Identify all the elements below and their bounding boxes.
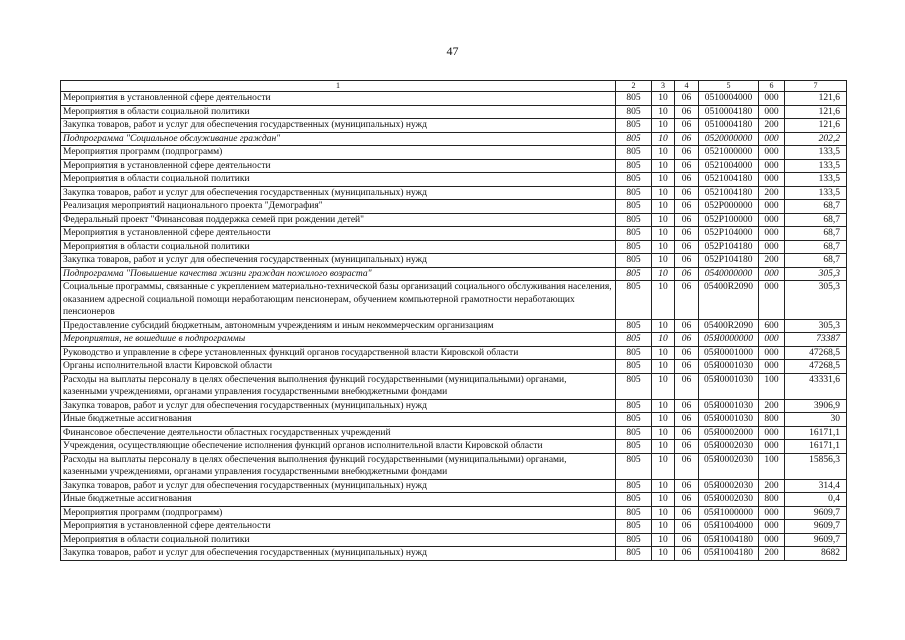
subsection-cell: 06 bbox=[675, 227, 699, 241]
subsection-cell: 06 bbox=[675, 360, 699, 374]
admin-code-cell: 805 bbox=[616, 533, 652, 547]
section-cell: 10 bbox=[652, 479, 675, 493]
section-cell: 10 bbox=[652, 92, 675, 106]
column-header: 1 bbox=[61, 81, 616, 92]
expense-type-cell: 000 bbox=[759, 520, 785, 534]
admin-code-cell: 805 bbox=[616, 346, 652, 360]
amount-cell: 305,3 bbox=[785, 267, 847, 281]
admin-code-cell: 805 bbox=[616, 146, 652, 160]
row-name-cell: Закупка товаров, работ и услуг для обеспечения государственных (муниципальных) нужд bbox=[61, 186, 616, 200]
section-cell: 10 bbox=[652, 213, 675, 227]
section-cell: 10 bbox=[652, 146, 675, 160]
section-cell: 10 bbox=[652, 173, 675, 187]
table-row bbox=[61, 254, 847, 268]
table-row bbox=[61, 173, 847, 187]
table-row bbox=[61, 319, 847, 333]
amount-cell: 314,4 bbox=[785, 479, 847, 493]
amount-cell: 133,5 bbox=[785, 186, 847, 200]
row-name-cell: Мероприятия в области социальной политики bbox=[61, 173, 616, 187]
amount-cell: 68,7 bbox=[785, 213, 847, 227]
section-cell: 10 bbox=[652, 119, 675, 133]
table-row bbox=[61, 267, 847, 281]
amount-cell: 47268,5 bbox=[785, 360, 847, 374]
expense-type-cell: 100 bbox=[759, 453, 785, 479]
target-article-cell: 0510004180 bbox=[699, 119, 759, 133]
subsection-cell: 06 bbox=[675, 373, 699, 399]
expense-type-cell: 200 bbox=[759, 479, 785, 493]
expense-type-cell: 000 bbox=[759, 92, 785, 106]
amount-cell: 73387 bbox=[785, 333, 847, 347]
section-cell: 10 bbox=[652, 413, 675, 427]
expense-type-cell: 200 bbox=[759, 254, 785, 268]
subsection-cell: 06 bbox=[675, 506, 699, 520]
subsection-cell: 06 bbox=[675, 479, 699, 493]
expense-type-cell: 000 bbox=[759, 240, 785, 254]
table-body bbox=[61, 92, 847, 561]
amount-cell: 9609,7 bbox=[785, 520, 847, 534]
row-name-cell: Мероприятия в установленной сфере деятельности bbox=[61, 159, 616, 173]
amount-cell: 202,2 bbox=[785, 132, 847, 146]
target-article-cell: 0521004180 bbox=[699, 173, 759, 187]
expense-type-cell: 000 bbox=[759, 200, 785, 214]
admin-code-cell: 805 bbox=[616, 479, 652, 493]
admin-code-cell: 805 bbox=[616, 399, 652, 413]
target-article-cell: 05Я0002030 bbox=[699, 479, 759, 493]
section-cell: 10 bbox=[652, 319, 675, 333]
subsection-cell: 06 bbox=[675, 520, 699, 534]
row-name-cell: Предоставление субсидий бюджетным, автономным учреждениям и иным некоммерческим организациям bbox=[61, 319, 616, 333]
row-name-cell: Закупка товаров, работ и услуг для обеспечения государственных (муниципальных) нужд bbox=[61, 254, 616, 268]
table-row bbox=[61, 533, 847, 547]
row-name-cell: Подпрограмма "Социальное обслуживание граждан" bbox=[61, 132, 616, 146]
admin-code-cell: 805 bbox=[616, 493, 652, 507]
expense-type-cell: 800 bbox=[759, 413, 785, 427]
table-row bbox=[61, 373, 847, 399]
amount-cell: 68,7 bbox=[785, 254, 847, 268]
column-header: 4 bbox=[675, 81, 699, 92]
section-cell: 10 bbox=[652, 547, 675, 561]
table-row bbox=[61, 105, 847, 119]
amount-cell: 121,6 bbox=[785, 105, 847, 119]
subsection-cell: 06 bbox=[675, 105, 699, 119]
admin-code-cell: 805 bbox=[616, 373, 652, 399]
section-cell: 10 bbox=[652, 105, 675, 119]
section-cell: 10 bbox=[652, 440, 675, 454]
section-cell: 10 bbox=[652, 333, 675, 347]
column-header: 6 bbox=[759, 81, 785, 92]
row-name-cell: Мероприятия в области социальной политики bbox=[61, 105, 616, 119]
target-article-cell: 0521004000 bbox=[699, 159, 759, 173]
table-row bbox=[61, 453, 847, 479]
subsection-cell: 06 bbox=[675, 547, 699, 561]
subsection-cell: 06 bbox=[675, 254, 699, 268]
admin-code-cell: 805 bbox=[616, 159, 652, 173]
target-article-cell: 05Я0001030 bbox=[699, 399, 759, 413]
amount-cell: 3906,9 bbox=[785, 399, 847, 413]
amount-cell: 305,3 bbox=[785, 281, 847, 320]
row-name-cell: Руководство и управление в сфере установленных функций органов государственной власти Кировской области bbox=[61, 346, 616, 360]
table-row bbox=[61, 479, 847, 493]
row-name-cell: Мероприятия в установленной сфере деятельности bbox=[61, 520, 616, 534]
admin-code-cell: 805 bbox=[616, 333, 652, 347]
target-article-cell: 0510004180 bbox=[699, 105, 759, 119]
section-cell: 10 bbox=[652, 493, 675, 507]
admin-code-cell: 805 bbox=[616, 319, 652, 333]
subsection-cell: 06 bbox=[675, 92, 699, 106]
subsection-cell: 06 bbox=[675, 186, 699, 200]
amount-cell: 16171,1 bbox=[785, 426, 847, 440]
target-article-cell: 05Я0002030 bbox=[699, 453, 759, 479]
table-row bbox=[61, 440, 847, 454]
amount-cell: 121,6 bbox=[785, 119, 847, 133]
target-article-cell: 052P104180 bbox=[699, 240, 759, 254]
subsection-cell: 06 bbox=[675, 426, 699, 440]
expense-type-cell: 000 bbox=[759, 360, 785, 374]
expense-type-cell: 200 bbox=[759, 547, 785, 561]
amount-cell: 68,7 bbox=[785, 240, 847, 254]
admin-code-cell: 805 bbox=[616, 413, 652, 427]
expense-type-cell: 000 bbox=[759, 533, 785, 547]
row-name-cell: Мероприятия в области социальной политики bbox=[61, 533, 616, 547]
amount-cell: 0,4 bbox=[785, 493, 847, 507]
row-name-cell: Финансовое обеспечение деятельности областных государственных учреждений bbox=[61, 426, 616, 440]
row-name-cell: Мероприятия программ (подпрограмм) bbox=[61, 506, 616, 520]
row-name-cell: Закупка товаров, работ и услуг для обеспечения государственных (муниципальных) нужд bbox=[61, 119, 616, 133]
admin-code-cell: 805 bbox=[616, 267, 652, 281]
target-article-cell: 05400R2090 bbox=[699, 319, 759, 333]
row-name-cell: Закупка товаров, работ и услуг для обеспечения государственных (муниципальных) нужд bbox=[61, 399, 616, 413]
expense-type-cell: 000 bbox=[759, 267, 785, 281]
column-header: 3 bbox=[652, 81, 675, 92]
section-cell: 10 bbox=[652, 159, 675, 173]
section-cell: 10 bbox=[652, 227, 675, 241]
row-name-cell: Федеральный проект "Финансовая поддержка семей при рождении детей" bbox=[61, 213, 616, 227]
expense-type-cell: 200 bbox=[759, 186, 785, 200]
target-article-cell: 05Я1004180 bbox=[699, 547, 759, 561]
table-row bbox=[61, 506, 847, 520]
table-row bbox=[61, 213, 847, 227]
section-cell: 10 bbox=[652, 533, 675, 547]
admin-code-cell: 805 bbox=[616, 254, 652, 268]
admin-code-cell: 805 bbox=[616, 440, 652, 454]
expense-type-cell: 000 bbox=[759, 227, 785, 241]
row-name-cell: Закупка товаров, работ и услуг для обеспечения государственных (муниципальных) нужд bbox=[61, 479, 616, 493]
row-name-cell: Иные бюджетные ассигнования bbox=[61, 413, 616, 427]
subsection-cell: 06 bbox=[675, 413, 699, 427]
admin-code-cell: 805 bbox=[616, 506, 652, 520]
table-row bbox=[61, 146, 847, 160]
expense-type-cell: 800 bbox=[759, 493, 785, 507]
admin-code-cell: 805 bbox=[616, 547, 652, 561]
target-article-cell: 05Я1004000 bbox=[699, 520, 759, 534]
expense-type-cell: 000 bbox=[759, 159, 785, 173]
target-article-cell: 052P104180 bbox=[699, 254, 759, 268]
section-cell: 10 bbox=[652, 240, 675, 254]
target-article-cell: 0521000000 bbox=[699, 146, 759, 160]
section-cell: 10 bbox=[652, 281, 675, 320]
amount-cell: 9609,7 bbox=[785, 506, 847, 520]
subsection-cell: 06 bbox=[675, 267, 699, 281]
row-name-cell: Подпрограмма "Повышение качества жизни граждан пожилого возраста" bbox=[61, 267, 616, 281]
amount-cell: 43331,6 bbox=[785, 373, 847, 399]
table-row bbox=[61, 200, 847, 214]
expense-type-cell: 000 bbox=[759, 213, 785, 227]
admin-code-cell: 805 bbox=[616, 186, 652, 200]
expense-type-cell: 000 bbox=[759, 146, 785, 160]
subsection-cell: 06 bbox=[675, 159, 699, 173]
admin-code-cell: 805 bbox=[616, 360, 652, 374]
table-row bbox=[61, 92, 847, 106]
admin-code-cell: 805 bbox=[616, 200, 652, 214]
target-article-cell: 05Я0001030 bbox=[699, 373, 759, 399]
expense-type-cell: 100 bbox=[759, 373, 785, 399]
expense-type-cell: 000 bbox=[759, 346, 785, 360]
target-article-cell: 0520000000 bbox=[699, 132, 759, 146]
amount-cell: 8682 bbox=[785, 547, 847, 561]
row-name-cell: Реализация мероприятий национального проекта "Демография" bbox=[61, 200, 616, 214]
page-number: 47 bbox=[446, 44, 459, 58]
target-article-cell: 052P000000 bbox=[699, 200, 759, 214]
section-cell: 10 bbox=[652, 506, 675, 520]
admin-code-cell: 805 bbox=[616, 92, 652, 106]
target-article-cell: 05Я0000000 bbox=[699, 333, 759, 347]
section-cell: 10 bbox=[652, 267, 675, 281]
subsection-cell: 06 bbox=[675, 173, 699, 187]
subsection-cell: 06 bbox=[675, 440, 699, 454]
expense-type-cell: 000 bbox=[759, 426, 785, 440]
section-cell: 10 bbox=[652, 426, 675, 440]
table-row bbox=[61, 399, 847, 413]
admin-code-cell: 805 bbox=[616, 227, 652, 241]
subsection-cell: 06 bbox=[675, 281, 699, 320]
section-cell: 10 bbox=[652, 346, 675, 360]
admin-code-cell: 805 bbox=[616, 119, 652, 133]
table-row bbox=[61, 346, 847, 360]
table-row bbox=[61, 360, 847, 374]
row-name-cell: Закупка товаров, работ и услуг для обеспечения государственных (муниципальных) нужд bbox=[61, 547, 616, 561]
subsection-cell: 06 bbox=[675, 240, 699, 254]
table-row bbox=[61, 493, 847, 507]
section-cell: 10 bbox=[652, 520, 675, 534]
table-row bbox=[61, 186, 847, 200]
column-header: 7 bbox=[785, 81, 847, 92]
amount-cell: 16171,1 bbox=[785, 440, 847, 454]
table-row bbox=[61, 119, 847, 133]
section-cell: 10 bbox=[652, 360, 675, 374]
table-row bbox=[61, 227, 847, 241]
column-header: 2 bbox=[616, 81, 652, 92]
row-name-cell: Органы исполнительной власти Кировской области bbox=[61, 360, 616, 374]
amount-cell: 121,6 bbox=[785, 92, 847, 106]
table-row bbox=[61, 426, 847, 440]
amount-cell: 9609,7 bbox=[785, 533, 847, 547]
table-row bbox=[61, 520, 847, 534]
subsection-cell: 06 bbox=[675, 132, 699, 146]
budget-table bbox=[60, 80, 847, 561]
subsection-cell: 06 bbox=[675, 399, 699, 413]
row-name-cell: Мероприятия, не вошедшие в подпрограммы bbox=[61, 333, 616, 347]
admin-code-cell: 805 bbox=[616, 105, 652, 119]
amount-cell: 30 bbox=[785, 413, 847, 427]
admin-code-cell: 805 bbox=[616, 281, 652, 320]
table-row bbox=[61, 547, 847, 561]
amount-cell: 15856,3 bbox=[785, 453, 847, 479]
subsection-cell: 06 bbox=[675, 200, 699, 214]
section-cell: 10 bbox=[652, 373, 675, 399]
row-name-cell: Мероприятия в установленной сфере деятельности bbox=[61, 227, 616, 241]
admin-code-cell: 805 bbox=[616, 213, 652, 227]
section-cell: 10 bbox=[652, 254, 675, 268]
row-name-cell: Мероприятия программ (подпрограмм) bbox=[61, 146, 616, 160]
expense-type-cell: 000 bbox=[759, 105, 785, 119]
subsection-cell: 06 bbox=[675, 146, 699, 160]
admin-code-cell: 805 bbox=[616, 240, 652, 254]
subsection-cell: 06 bbox=[675, 453, 699, 479]
target-article-cell: 052P100000 bbox=[699, 213, 759, 227]
row-name-cell: Мероприятия в установленной сфере деятельности bbox=[61, 92, 616, 106]
target-article-cell: 0510004000 bbox=[699, 92, 759, 106]
amount-cell: 133,5 bbox=[785, 173, 847, 187]
expense-type-cell: 600 bbox=[759, 319, 785, 333]
amount-cell: 47268,5 bbox=[785, 346, 847, 360]
section-cell: 10 bbox=[652, 186, 675, 200]
row-name-cell: Мероприятия в области социальной политики bbox=[61, 240, 616, 254]
subsection-cell: 06 bbox=[675, 346, 699, 360]
target-article-cell: 0540000000 bbox=[699, 267, 759, 281]
admin-code-cell: 805 bbox=[616, 426, 652, 440]
expense-type-cell: 000 bbox=[759, 132, 785, 146]
target-article-cell: 052P104000 bbox=[699, 227, 759, 241]
admin-code-cell: 805 bbox=[616, 132, 652, 146]
subsection-cell: 06 bbox=[675, 213, 699, 227]
table-row bbox=[61, 333, 847, 347]
expense-type-cell: 200 bbox=[759, 399, 785, 413]
row-name-cell: Иные бюджетные ассигнования bbox=[61, 493, 616, 507]
subsection-cell: 06 bbox=[675, 533, 699, 547]
row-name-cell: Расходы на выплаты персоналу в целях обеспечения выполнения функций государственными (муниципальными) органами, казенными учреждениями, органами управления государственными внебюджетными фондами bbox=[61, 453, 616, 479]
expense-type-cell: 000 bbox=[759, 173, 785, 187]
target-article-cell: 05Я1000000 bbox=[699, 506, 759, 520]
table-row bbox=[61, 132, 847, 146]
expense-type-cell: 000 bbox=[759, 440, 785, 454]
subsection-cell: 06 bbox=[675, 333, 699, 347]
section-cell: 10 bbox=[652, 132, 675, 146]
amount-cell: 305,3 bbox=[785, 319, 847, 333]
amount-cell: 68,7 bbox=[785, 227, 847, 241]
section-cell: 10 bbox=[652, 399, 675, 413]
column-header: 5 bbox=[699, 81, 759, 92]
target-article-cell: 05400R2090 bbox=[699, 281, 759, 320]
expense-type-cell: 200 bbox=[759, 119, 785, 133]
section-cell: 10 bbox=[652, 200, 675, 214]
expense-type-cell: 000 bbox=[759, 333, 785, 347]
target-article-cell: 05Я0002030 bbox=[699, 493, 759, 507]
admin-code-cell: 805 bbox=[616, 173, 652, 187]
table-row bbox=[61, 240, 847, 254]
target-article-cell: 05Я1004180 bbox=[699, 533, 759, 547]
row-name-cell: Учреждения, осуществляющие обеспечение исполнения функций органов исполнительной власти Кировской области bbox=[61, 440, 616, 454]
subsection-cell: 06 bbox=[675, 119, 699, 133]
target-article-cell: 05Я0002000 bbox=[699, 426, 759, 440]
target-article-cell: 05Я0001030 bbox=[699, 413, 759, 427]
target-article-cell: 05Я0001000 bbox=[699, 346, 759, 360]
header-row bbox=[61, 81, 847, 92]
admin-code-cell: 805 bbox=[616, 453, 652, 479]
target-article-cell: 0521004180 bbox=[699, 186, 759, 200]
admin-code-cell: 805 bbox=[616, 520, 652, 534]
target-article-cell: 05Я0002030 bbox=[699, 440, 759, 454]
expense-type-cell: 000 bbox=[759, 506, 785, 520]
subsection-cell: 06 bbox=[675, 493, 699, 507]
target-article-cell: 05Я0001030 bbox=[699, 360, 759, 374]
row-name-cell: Социальные программы, связанные с укреплением материально-технической базы организаций социального обслуживания населения, оказанием адресной социальной помощи неработающим пенсионерам, обучением компьютерной грамотности неработающих пенсионеров bbox=[61, 281, 616, 320]
amount-cell: 68,7 bbox=[785, 200, 847, 214]
expense-type-cell: 000 bbox=[759, 281, 785, 320]
row-name-cell: Расходы на выплаты персоналу в целях обеспечения выполнения функций государственными (муниципальными) органами, казенными учреждениями, органами управления государственными внебюджетными фондами bbox=[61, 373, 616, 399]
subsection-cell: 06 bbox=[675, 319, 699, 333]
table-row bbox=[61, 159, 847, 173]
amount-cell: 133,5 bbox=[785, 159, 847, 173]
amount-cell: 133,5 bbox=[785, 146, 847, 160]
table-row bbox=[61, 281, 847, 320]
table-row bbox=[61, 413, 847, 427]
section-cell: 10 bbox=[652, 453, 675, 479]
